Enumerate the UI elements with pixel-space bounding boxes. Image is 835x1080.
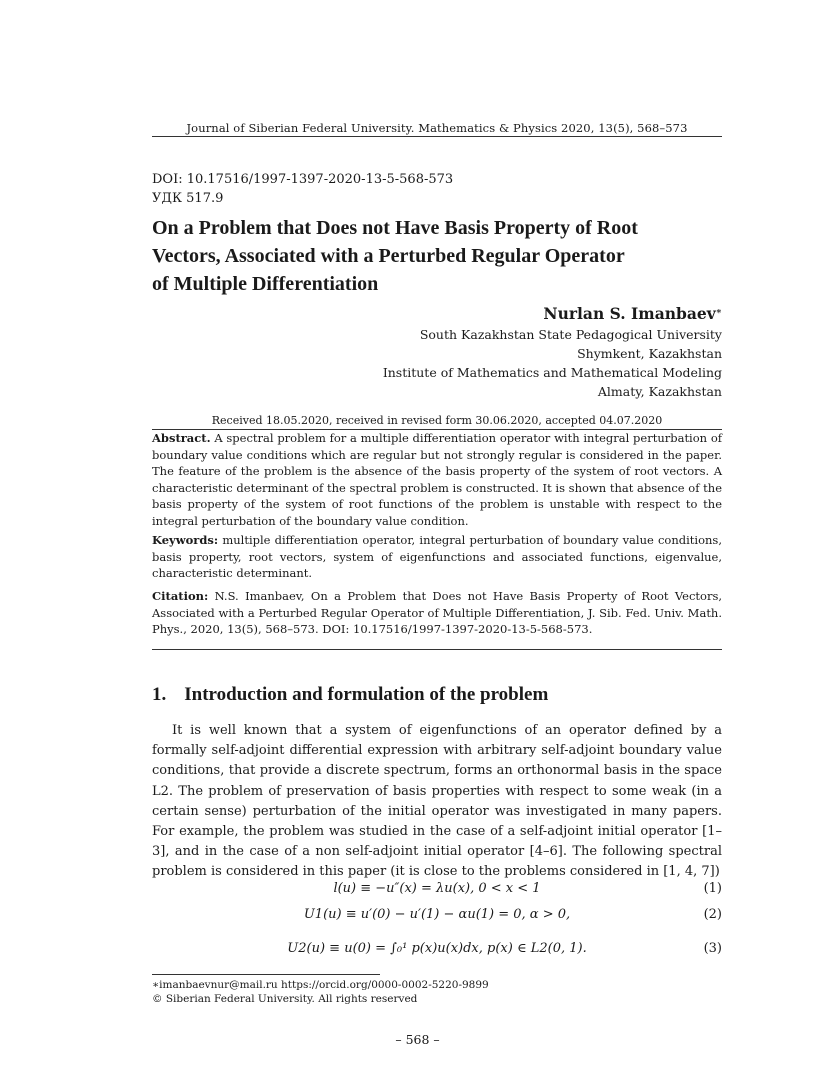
footnote-copyright: © Siberian Federal University. All rights reserved xyxy=(152,993,418,1005)
doi: DOI: 10.17516/1997-1397-2020-13-5-568-573 xyxy=(152,172,454,187)
author-block xyxy=(383,303,722,401)
citation-text: N.S. Imanbaev, On a Problem that Does not Have Basis Property of Root Vectors, Associated with a Perturbed Regular Operator of Multiple Differentiation, J. Sib. Fed. Univ. Math. Phys., 2020, 13(5), 568–573. DOI: 10.17516/1997-1397-2020-13-5-568-573. xyxy=(152,589,722,636)
intro-paragraph: It is well known that a system of eigenfunctions of an operator defined by a formally self-adjoint differential expression with arbitrary self-adjoint boundary value conditions, that provide a discrete spectrum, forms an orthonormal basis in the space L2. The problem of preservation of basis properties with respect to some weak (in a certain sense) perturbation of the initial operator was investigated in many papers. For example, the problem was studied in the case of a self-adjoint initial operator [1–3], and in the case of a non self-adjoint initial operator [4–6]. The following spectral problem is considered in this paper (it is close to the problems considered in [1, 4, 7]) xyxy=(152,723,722,880)
running-header: Journal of Siberian Federal University. Mathematics & Physics 2020, 13(5), 568–573 xyxy=(186,121,688,135)
paper-title xyxy=(152,214,732,298)
affiliation-line: Almaty, Kazakhstan xyxy=(597,384,722,399)
equation-formula: l(u) ≡ −u″(x) = λu(x), 0 < x < 1 xyxy=(333,881,541,896)
section-title: Introduction and formulation of the problem xyxy=(184,684,549,705)
section-heading xyxy=(152,684,548,706)
received-dates: Received 18.05.2020, received in revised form 30.06.2020, accepted 04.07.2020 xyxy=(211,414,663,427)
author-name: Nurlan S. Imanbaev∗ xyxy=(543,304,722,323)
equation-formula: U2(u) ≡ u(0) = ∫₀¹ p(x)u(x)dx, p(x) ∈ L2(0, 1). xyxy=(287,941,587,956)
affiliation-line: South Kazakhstan State Pedagogical University xyxy=(419,327,722,342)
equation-1 xyxy=(152,881,722,903)
affiliation-line: Shymkent, Kazakhstan xyxy=(577,346,722,361)
udk: УДК 517.9 xyxy=(152,191,224,206)
title-line-3: of Multiple Differentiation xyxy=(152,273,379,295)
citation-label: Citation: xyxy=(152,589,209,603)
abstract xyxy=(152,430,722,529)
page-number: – 568 – xyxy=(395,1032,440,1047)
equation-formula: U1(u) ≡ u′(0) − u′(1) − αu(1) = 0, α > 0, xyxy=(303,907,571,922)
keywords xyxy=(152,532,722,582)
title-line-2: Vectors, Associated with a Perturbed Regular Operator xyxy=(152,245,625,267)
equation-3 xyxy=(152,941,722,963)
keywords-label: Keywords: xyxy=(152,533,219,547)
affiliation-line: Institute of Mathematics and Mathematical Modeling xyxy=(382,365,722,380)
equation-number: (1) xyxy=(703,881,722,896)
footnote-contact: ∗imanbaevnur@mail.ru https://orcid.org/0000-0002-5220-9899 xyxy=(152,979,489,991)
equation-number: (2) xyxy=(703,907,722,922)
footnote-rule xyxy=(152,974,380,975)
header-rule xyxy=(152,136,722,137)
abstract-bottom-rule xyxy=(152,649,722,650)
abstract-text: A spectral problem for a multiple differentiation operator with integral perturbation of boundary value conditions which are regular but not strongly regular is considered in the paper. The feature of the problem is the absence of the basis property of the system of root vectors. A characteristic determinant of the spectral problem is constructed. It is shown that absence of the basis property of the system of root functions of the problem is unstable with respect to the integral perturbation of the boundary value condition. xyxy=(152,431,723,528)
abstract-label: Abstract. xyxy=(152,431,211,445)
equation-2 xyxy=(152,907,722,929)
section-number: 1. xyxy=(152,684,167,705)
equation-number: (3) xyxy=(703,941,722,956)
author-footnote-marker: ∗ xyxy=(715,307,722,317)
keywords-text: multiple differentiation operator, integral perturbation of boundary value conditions, basis property, root vectors, system of eigenfunctions and associated functions, eigenvalue, characteristic determinant. xyxy=(152,533,722,580)
citation xyxy=(152,588,722,638)
title-line-1: On a Problem that Does not Have Basis Property of Root xyxy=(152,217,638,239)
